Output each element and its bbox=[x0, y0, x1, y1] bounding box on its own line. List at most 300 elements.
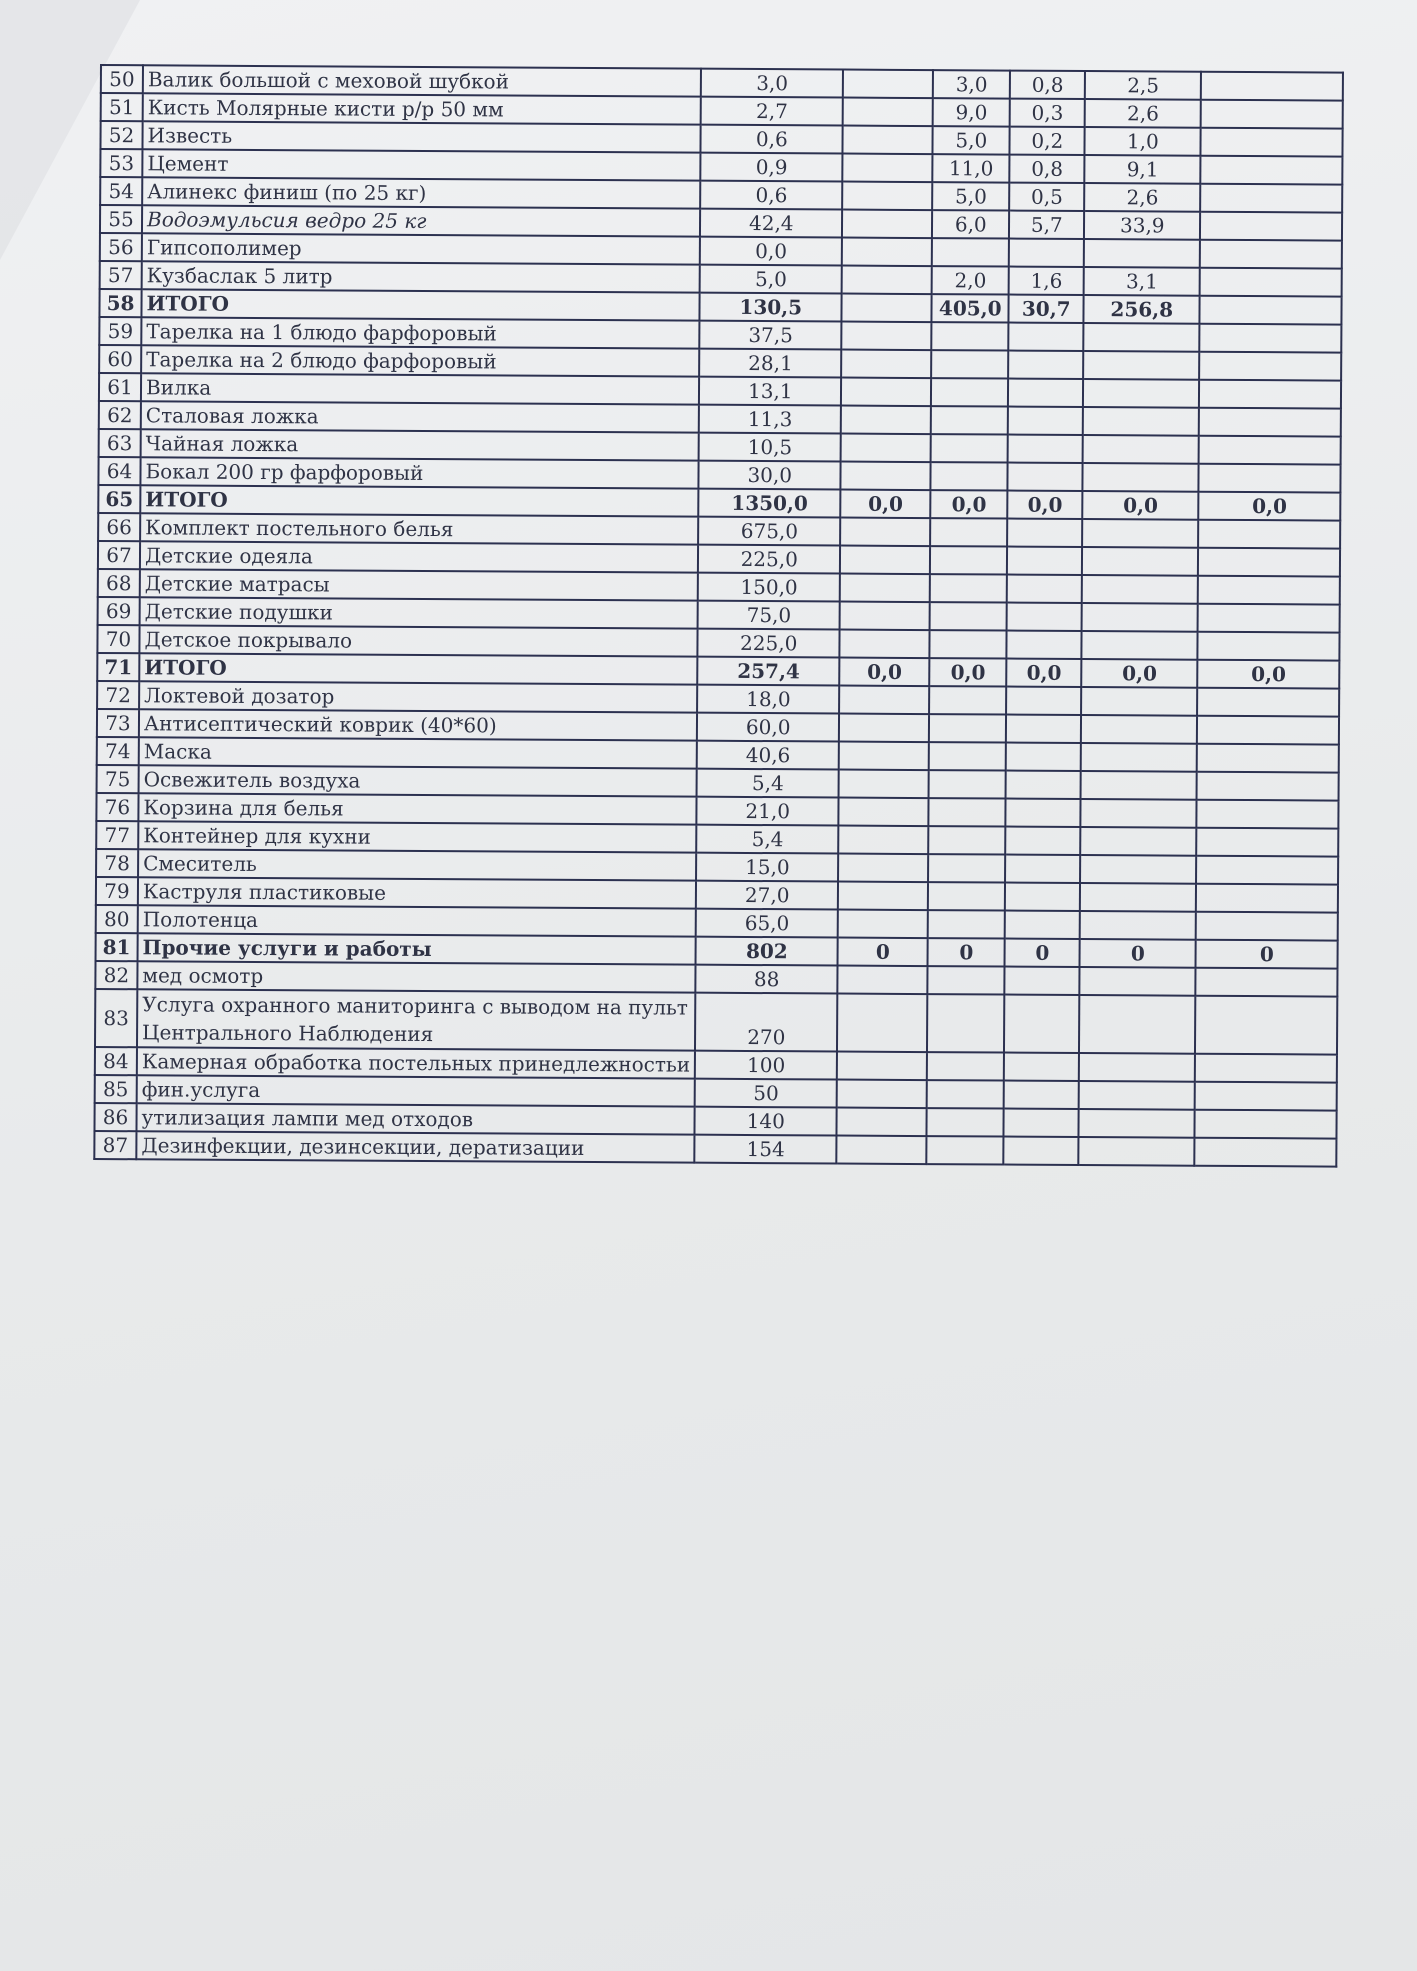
row-number-cell: 77 bbox=[96, 821, 138, 849]
value-cell-6 bbox=[1201, 128, 1343, 157]
value-cell-1: 27,0 bbox=[696, 881, 838, 910]
item-name-cell: Контейнер для кухни bbox=[138, 821, 696, 852]
value-cell-4 bbox=[1007, 575, 1082, 603]
item-name-cell: утилизация лампи мед отходов bbox=[136, 1103, 694, 1134]
value-cell-3: 9,0 bbox=[933, 98, 1010, 126]
value-cell-4: 30,7 bbox=[1009, 295, 1084, 323]
value-cell-3 bbox=[930, 602, 1007, 630]
value-cell-3: 0,0 bbox=[929, 658, 1006, 686]
value-cell-4 bbox=[1005, 911, 1080, 939]
value-cell-1: 270 bbox=[695, 993, 837, 1052]
value-cell-3 bbox=[929, 714, 1006, 742]
value-cell-6 bbox=[1197, 772, 1339, 801]
value-cell-6 bbox=[1196, 884, 1338, 913]
value-cell-4 bbox=[1005, 827, 1080, 855]
value-cell-1: 802 bbox=[696, 937, 838, 966]
value-cell-6 bbox=[1197, 800, 1339, 829]
value-cell-6 bbox=[1196, 828, 1338, 857]
value-cell-2 bbox=[839, 798, 929, 827]
value-cell-1: 0,9 bbox=[701, 153, 843, 182]
item-name-cell: Комплект постельного белья bbox=[140, 513, 698, 544]
value-cell-4: 0 bbox=[1005, 939, 1080, 967]
value-cell-3 bbox=[928, 854, 1005, 882]
value-cell-1: 88 bbox=[696, 965, 838, 994]
value-cell-5 bbox=[1079, 1137, 1195, 1166]
value-cell-4: 0,2 bbox=[1010, 127, 1085, 155]
value-cell-4 bbox=[1007, 519, 1082, 547]
value-cell-4 bbox=[1009, 323, 1084, 351]
row-number-cell: 79 bbox=[96, 877, 138, 905]
value-cell-4 bbox=[1008, 463, 1083, 491]
value-cell-5 bbox=[1083, 407, 1199, 436]
item-name-cell: Цемент bbox=[142, 149, 700, 180]
row-number-cell: 78 bbox=[96, 849, 138, 877]
value-cell-5 bbox=[1081, 771, 1197, 800]
value-cell-2 bbox=[838, 910, 928, 939]
value-cell-6 bbox=[1198, 632, 1340, 661]
value-cell-5 bbox=[1080, 883, 1196, 912]
row-number-cell: 85 bbox=[95, 1075, 137, 1103]
value-cell-5 bbox=[1082, 631, 1198, 660]
value-cell-6 bbox=[1196, 968, 1338, 997]
value-cell-4: 0,5 bbox=[1009, 183, 1084, 211]
value-cell-4 bbox=[1007, 547, 1082, 575]
value-cell-5 bbox=[1080, 827, 1196, 856]
item-name-cell: Детское покрывало bbox=[139, 625, 697, 656]
value-cell-3: 0 bbox=[928, 938, 1005, 966]
value-cell-5: 33,9 bbox=[1084, 211, 1200, 240]
value-cell-1: 28,1 bbox=[699, 349, 841, 378]
value-cell-5 bbox=[1082, 519, 1198, 548]
value-cell-5 bbox=[1082, 547, 1198, 576]
table-row bbox=[95, 989, 1338, 1055]
value-cell-5: 0,0 bbox=[1081, 659, 1197, 688]
value-cell-2 bbox=[840, 630, 930, 659]
value-cell-6 bbox=[1200, 240, 1342, 269]
value-cell-4 bbox=[1008, 407, 1083, 435]
value-cell-5 bbox=[1081, 799, 1197, 828]
value-cell-5 bbox=[1081, 743, 1197, 772]
row-number-cell: 66 bbox=[98, 513, 140, 541]
item-name-cell: Валик большой с меховой шубкой bbox=[143, 65, 701, 96]
row-number-cell: 50 bbox=[101, 65, 143, 93]
item-name-cell: фин.услуга bbox=[137, 1075, 695, 1106]
value-cell-2 bbox=[837, 1108, 927, 1137]
item-name-cell: Бокал 200 гр фарфоровый bbox=[140, 457, 698, 488]
value-cell-5 bbox=[1081, 687, 1197, 716]
value-cell-3 bbox=[927, 994, 1004, 1052]
value-cell-5 bbox=[1079, 1109, 1195, 1138]
value-cell-2 bbox=[838, 882, 928, 911]
value-cell-6 bbox=[1195, 1138, 1337, 1167]
value-cell-2 bbox=[839, 742, 929, 771]
row-number-cell: 75 bbox=[97, 765, 139, 793]
value-cell-5: 2,5 bbox=[1085, 71, 1201, 100]
value-cell-4 bbox=[1005, 883, 1080, 911]
value-cell-5 bbox=[1079, 1053, 1195, 1082]
value-cell-6 bbox=[1201, 72, 1343, 101]
expense-table bbox=[93, 64, 1344, 1168]
value-cell-5 bbox=[1080, 911, 1196, 940]
value-cell-3 bbox=[931, 378, 1008, 406]
value-cell-6: 0,0 bbox=[1197, 660, 1339, 689]
row-number-cell: 74 bbox=[97, 737, 139, 765]
row-number-cell: 62 bbox=[99, 401, 141, 429]
value-cell-4: 5,7 bbox=[1009, 211, 1084, 239]
value-cell-1: 225,0 bbox=[698, 629, 840, 658]
row-number-cell: 67 bbox=[98, 541, 140, 569]
value-cell-5 bbox=[1080, 855, 1196, 884]
value-cell-2 bbox=[839, 714, 929, 743]
item-name-cell: Сталовая ложка bbox=[141, 401, 699, 432]
value-cell-6 bbox=[1195, 1054, 1337, 1083]
value-cell-2 bbox=[842, 182, 932, 211]
item-name-cell: Алинекс финиш (по 25 кг) bbox=[142, 177, 700, 208]
expense-table-body bbox=[94, 65, 1343, 1167]
row-number-cell: 84 bbox=[95, 1047, 137, 1075]
row-number-cell: 69 bbox=[98, 597, 140, 625]
item-name-cell: Гипсополимер bbox=[142, 233, 700, 264]
value-cell-1: 3,0 bbox=[701, 69, 843, 98]
value-cell-2 bbox=[843, 126, 933, 155]
item-name-cell: ИТОГО bbox=[140, 485, 698, 516]
value-cell-6 bbox=[1198, 576, 1340, 605]
value-cell-3 bbox=[931, 462, 1008, 490]
item-name-cell: Дезинфекции, дезинсекции, дератизации bbox=[136, 1131, 694, 1162]
value-cell-2 bbox=[837, 1052, 927, 1081]
value-cell-4 bbox=[1004, 1081, 1079, 1109]
item-name-cell: ИТОГО bbox=[139, 653, 697, 684]
value-cell-4 bbox=[1006, 743, 1081, 771]
value-cell-6 bbox=[1200, 324, 1342, 353]
value-cell-4 bbox=[1006, 771, 1081, 799]
value-cell-4: 0,0 bbox=[1006, 659, 1081, 687]
value-cell-6 bbox=[1199, 464, 1341, 493]
row-number-cell: 61 bbox=[99, 373, 141, 401]
value-cell-1: 154 bbox=[695, 1135, 837, 1164]
item-name-cell: Услуга охранного маниторинга с выводом на пульт Центрального Наблюдения bbox=[137, 989, 696, 1050]
value-cell-6 bbox=[1199, 436, 1341, 465]
row-number-cell: 56 bbox=[100, 233, 142, 261]
row-number-cell: 80 bbox=[96, 905, 138, 933]
value-cell-5: 9,1 bbox=[1085, 155, 1201, 184]
value-cell-6 bbox=[1199, 352, 1341, 381]
value-cell-6 bbox=[1199, 408, 1341, 437]
value-cell-1: 15,0 bbox=[696, 853, 838, 882]
value-cell-1: 13,1 bbox=[699, 377, 841, 406]
value-cell-5: 3,1 bbox=[1084, 267, 1200, 296]
value-cell-1: 30,0 bbox=[699, 461, 841, 490]
item-name-cell: Детские матрасы bbox=[140, 569, 698, 600]
value-cell-2 bbox=[841, 378, 931, 407]
value-cell-3 bbox=[927, 1108, 1004, 1136]
value-cell-4: 0,0 bbox=[1008, 491, 1083, 519]
value-cell-3 bbox=[930, 630, 1007, 658]
value-cell-1: 42,4 bbox=[700, 209, 842, 238]
value-cell-6 bbox=[1197, 688, 1339, 717]
value-cell-3 bbox=[929, 742, 1006, 770]
item-name-cell: Тарелка на 1 блюдо фарфоровый bbox=[141, 317, 699, 348]
value-cell-2 bbox=[840, 518, 930, 547]
value-cell-3 bbox=[932, 322, 1009, 350]
value-cell-3 bbox=[927, 1136, 1004, 1164]
item-name-cell: Антисептический коврик (40*60) bbox=[139, 709, 697, 740]
value-cell-2 bbox=[841, 434, 931, 463]
row-number-cell: 82 bbox=[95, 961, 137, 989]
value-cell-5 bbox=[1081, 715, 1197, 744]
value-cell-3: 6,0 bbox=[932, 210, 1009, 238]
value-cell-6 bbox=[1196, 856, 1338, 885]
value-cell-1: 60,0 bbox=[697, 713, 839, 742]
row-number-cell: 59 bbox=[99, 317, 141, 345]
value-cell-5 bbox=[1084, 323, 1200, 352]
value-cell-1: 5,4 bbox=[697, 769, 839, 798]
value-cell-1: 0,6 bbox=[700, 181, 842, 210]
value-cell-4 bbox=[1004, 1137, 1079, 1165]
row-number-cell: 86 bbox=[94, 1103, 136, 1131]
row-number-cell: 76 bbox=[96, 793, 138, 821]
value-cell-3 bbox=[928, 826, 1005, 854]
value-cell-3: 5,0 bbox=[933, 126, 1010, 154]
item-name-cell: Вилка bbox=[141, 373, 699, 404]
value-cell-3 bbox=[930, 574, 1007, 602]
value-cell-3 bbox=[927, 1080, 1004, 1108]
value-cell-3: 5,0 bbox=[932, 182, 1009, 210]
value-cell-1: 5,0 bbox=[700, 265, 842, 294]
item-name-cell: Смеситель bbox=[138, 849, 696, 880]
value-cell-2 bbox=[842, 238, 932, 267]
expense-table-sheet bbox=[93, 64, 1344, 1168]
value-cell-1: 0,0 bbox=[700, 237, 842, 266]
value-cell-4 bbox=[1009, 239, 1084, 267]
value-cell-2 bbox=[840, 574, 930, 603]
item-name-cell: Детские одеяла bbox=[140, 541, 698, 572]
value-cell-4: 0,8 bbox=[1010, 71, 1085, 99]
value-cell-2 bbox=[838, 966, 928, 995]
value-cell-1: 140 bbox=[695, 1107, 837, 1136]
value-cell-2: 0 bbox=[838, 938, 928, 967]
value-cell-1: 40,6 bbox=[697, 741, 839, 770]
value-cell-3 bbox=[928, 966, 1005, 994]
row-number-cell: 65 bbox=[98, 485, 140, 513]
value-cell-2 bbox=[840, 602, 930, 631]
value-cell-1: 100 bbox=[695, 1051, 837, 1080]
value-cell-6 bbox=[1195, 1110, 1337, 1139]
value-cell-6 bbox=[1195, 996, 1337, 1055]
value-cell-1: 0,6 bbox=[701, 125, 843, 154]
value-cell-6 bbox=[1200, 296, 1342, 325]
value-cell-4 bbox=[1008, 351, 1083, 379]
value-cell-2 bbox=[838, 854, 928, 883]
row-number-cell: 63 bbox=[99, 429, 141, 457]
value-cell-5 bbox=[1079, 1081, 1195, 1110]
row-number-cell: 54 bbox=[100, 177, 142, 205]
value-cell-1: 11,3 bbox=[699, 405, 841, 434]
item-name-cell: Каструля пластиковые bbox=[138, 877, 696, 908]
value-cell-3 bbox=[931, 434, 1008, 462]
row-number-cell: 51 bbox=[101, 93, 143, 121]
item-name-cell: Чайная ложка bbox=[141, 429, 699, 460]
value-cell-2 bbox=[837, 994, 927, 1053]
value-cell-3 bbox=[929, 798, 1006, 826]
value-cell-4 bbox=[1006, 799, 1081, 827]
value-cell-3 bbox=[931, 406, 1008, 434]
item-name-cell: мед осмотр bbox=[137, 961, 695, 992]
value-cell-4 bbox=[1004, 995, 1079, 1053]
value-cell-4 bbox=[1007, 603, 1082, 631]
value-cell-1: 65,0 bbox=[696, 909, 838, 938]
value-cell-3 bbox=[927, 1052, 1004, 1080]
value-cell-3 bbox=[929, 686, 1006, 714]
row-number-cell: 60 bbox=[99, 345, 141, 373]
item-name-cell: Тарелка на 2 блюдо фарфоровый bbox=[141, 345, 699, 376]
value-cell-5 bbox=[1084, 239, 1200, 268]
value-cell-6 bbox=[1200, 184, 1342, 213]
value-cell-5: 0 bbox=[1080, 939, 1196, 968]
value-cell-6: 0 bbox=[1196, 940, 1338, 969]
value-cell-6 bbox=[1198, 520, 1340, 549]
value-cell-2 bbox=[842, 210, 932, 239]
value-cell-4 bbox=[1004, 1109, 1079, 1137]
value-cell-6 bbox=[1197, 744, 1339, 773]
value-cell-1: 75,0 bbox=[698, 601, 840, 630]
value-cell-3 bbox=[932, 238, 1009, 266]
row-number-cell: 83 bbox=[95, 989, 137, 1047]
value-cell-5 bbox=[1082, 575, 1198, 604]
value-cell-2 bbox=[838, 826, 928, 855]
value-cell-4 bbox=[1008, 379, 1083, 407]
value-cell-3: 405,0 bbox=[932, 294, 1009, 322]
value-cell-2 bbox=[842, 294, 932, 323]
value-cell-6 bbox=[1200, 268, 1342, 297]
value-cell-6 bbox=[1198, 604, 1340, 633]
row-number-cell: 71 bbox=[97, 653, 139, 681]
value-cell-5 bbox=[1079, 995, 1195, 1054]
row-number-cell: 73 bbox=[97, 709, 139, 737]
value-cell-2 bbox=[839, 770, 929, 799]
row-number-cell: 64 bbox=[98, 457, 140, 485]
item-name-cell: Полотенца bbox=[138, 905, 696, 936]
value-cell-1: 18,0 bbox=[697, 685, 839, 714]
value-cell-2 bbox=[840, 546, 930, 575]
value-cell-5 bbox=[1083, 463, 1199, 492]
value-cell-2: 0,0 bbox=[839, 658, 929, 687]
value-cell-5: 2,6 bbox=[1085, 99, 1201, 128]
value-cell-3 bbox=[930, 518, 1007, 546]
row-number-cell: 57 bbox=[100, 261, 142, 289]
value-cell-5 bbox=[1082, 603, 1198, 632]
value-cell-3: 3,0 bbox=[933, 70, 1010, 98]
value-cell-2 bbox=[837, 1136, 927, 1165]
value-cell-5 bbox=[1083, 435, 1199, 464]
value-cell-5 bbox=[1083, 351, 1199, 380]
value-cell-6 bbox=[1200, 212, 1342, 241]
value-cell-2 bbox=[843, 154, 933, 183]
item-name-cell: Освежитель воздуха bbox=[139, 765, 697, 796]
item-name-cell: Кисть Молярные кисти р/р 50 мм bbox=[143, 93, 701, 124]
value-cell-2 bbox=[842, 266, 932, 295]
value-cell-5: 0,0 bbox=[1083, 491, 1199, 520]
value-cell-3 bbox=[929, 770, 1006, 798]
value-cell-4 bbox=[1005, 967, 1080, 995]
item-name-cell: ИТОГО bbox=[141, 289, 699, 320]
value-cell-2 bbox=[841, 350, 931, 379]
item-name-cell: Водоэмульсия ведро 25 кг bbox=[142, 205, 700, 236]
value-cell-4 bbox=[1006, 715, 1081, 743]
value-cell-4 bbox=[1008, 435, 1083, 463]
value-cell-2 bbox=[842, 322, 932, 351]
item-name-cell: Корзина для белья bbox=[138, 793, 696, 824]
value-cell-2 bbox=[837, 1080, 927, 1109]
row-number-cell: 87 bbox=[94, 1131, 136, 1159]
value-cell-2 bbox=[839, 686, 929, 715]
value-cell-1: 150,0 bbox=[698, 573, 840, 602]
item-name-cell: Локтевой дозатор bbox=[139, 681, 697, 712]
value-cell-3 bbox=[928, 910, 1005, 938]
value-cell-1: 2,7 bbox=[701, 97, 843, 126]
value-cell-5: 2,6 bbox=[1084, 183, 1200, 212]
value-cell-3: 2,0 bbox=[932, 266, 1009, 294]
value-cell-6 bbox=[1197, 716, 1339, 745]
value-cell-4 bbox=[1007, 631, 1082, 659]
item-name-cell: Прочие услуги и работы bbox=[138, 933, 696, 964]
value-cell-3 bbox=[928, 882, 1005, 910]
value-cell-1: 5,4 bbox=[696, 825, 838, 854]
value-cell-4 bbox=[1005, 855, 1080, 883]
value-cell-1: 257,4 bbox=[697, 657, 839, 686]
value-cell-1: 21,0 bbox=[697, 797, 839, 826]
row-number-cell: 55 bbox=[100, 205, 142, 233]
value-cell-2 bbox=[843, 70, 933, 99]
value-cell-6: 0,0 bbox=[1199, 492, 1341, 521]
value-cell-4: 1,6 bbox=[1009, 267, 1084, 295]
value-cell-6 bbox=[1201, 100, 1343, 129]
value-cell-2: 0,0 bbox=[841, 490, 931, 519]
value-cell-1: 50 bbox=[695, 1079, 837, 1108]
value-cell-2 bbox=[843, 98, 933, 127]
value-cell-6 bbox=[1195, 1082, 1337, 1111]
value-cell-6 bbox=[1201, 156, 1343, 185]
value-cell-4 bbox=[1006, 687, 1081, 715]
row-number-cell: 70 bbox=[97, 625, 139, 653]
value-cell-4: 0,3 bbox=[1010, 99, 1085, 127]
value-cell-3 bbox=[930, 546, 1007, 574]
value-cell-1: 37,5 bbox=[700, 321, 842, 350]
value-cell-6 bbox=[1199, 380, 1341, 409]
value-cell-5: 1,0 bbox=[1085, 127, 1201, 156]
value-cell-1: 225,0 bbox=[698, 545, 840, 574]
value-cell-2 bbox=[841, 406, 931, 435]
value-cell-2 bbox=[841, 462, 931, 491]
row-number-cell: 58 bbox=[99, 289, 141, 317]
item-name-cell: Детские подушки bbox=[140, 597, 698, 628]
item-name-cell: Кузбаслак 5 литр bbox=[142, 261, 700, 292]
row-number-cell: 52 bbox=[100, 121, 142, 149]
value-cell-6 bbox=[1198, 548, 1340, 577]
row-number-cell: 72 bbox=[97, 681, 139, 709]
value-cell-5 bbox=[1083, 379, 1199, 408]
value-cell-5: 256,8 bbox=[1084, 295, 1200, 324]
value-cell-4 bbox=[1004, 1053, 1079, 1081]
value-cell-1: 10,5 bbox=[699, 433, 841, 462]
row-number-cell: 81 bbox=[96, 933, 138, 961]
row-number-cell: 68 bbox=[98, 569, 140, 597]
value-cell-1: 1350,0 bbox=[699, 489, 841, 518]
value-cell-3: 0,0 bbox=[931, 490, 1008, 518]
value-cell-4: 0,8 bbox=[1010, 155, 1085, 183]
item-name-cell: Известь bbox=[142, 121, 700, 152]
value-cell-1: 675,0 bbox=[698, 517, 840, 546]
